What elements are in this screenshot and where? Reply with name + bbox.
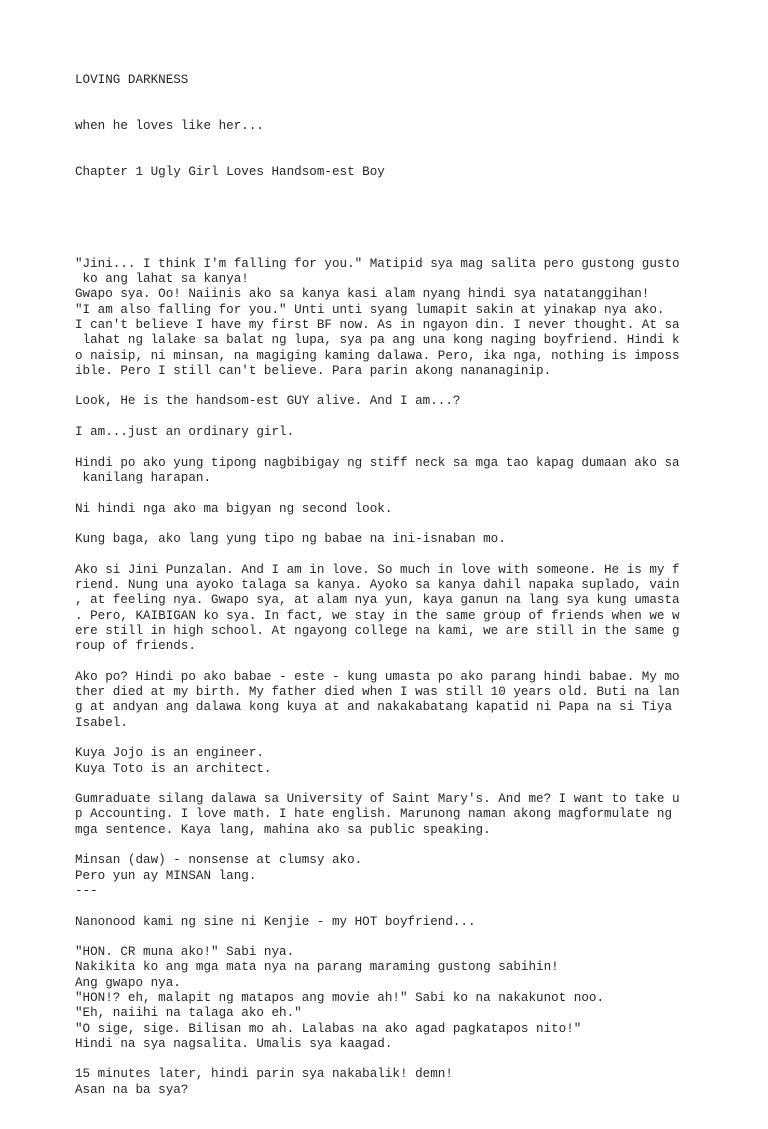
text-line: riend. Nung una ayoko talaga sa kanya. Ayoko sa kanya dahil napaka suplado, vain	[75, 577, 680, 592]
text-line: Nanonood kami ng sine ni Kenjie - my HOT boyfriend...	[75, 914, 476, 929]
paragraph-spacer	[75, 547, 695, 562]
paragraph-spacer	[75, 1052, 695, 1067]
text-line: o naisip, ni minsan, na magiging kaming dalawa. Pero, ika nga, nothing is imposs	[75, 348, 680, 363]
text-line: roup of friends.	[75, 639, 196, 654]
paragraph	[75, 425, 695, 440]
paragraph	[75, 257, 695, 379]
document-body	[75, 241, 695, 1098]
text-line: 15 minutes later, hindi parin sya nakabalik! demn!	[75, 1067, 453, 1082]
document-title: LOVING DARKNESS	[75, 73, 189, 88]
paragraph	[75, 853, 695, 899]
paragraph	[75, 1067, 695, 1098]
text-line: p Accounting. I love math. I hate english. Marunong naman akong magformulate ng	[75, 807, 673, 822]
text-line: , at feeling nya. Gwapo sya, at alam nya yun, kaya ganun na lang sya kung umasta	[75, 593, 680, 608]
text-line: "HON!? eh, malapit ng matapos ang movie ah!" Sabi ko na nakakunot noo.	[75, 991, 605, 1005]
paragraph	[75, 915, 695, 930]
text-line: g at andyan ang dalawa kong kuya at and nakakabatang kapatid ni Papa na si Tiya	[75, 700, 680, 715]
paragraph-spacer	[75, 838, 695, 853]
text-line: "Jini... I think I'm falling for you." Matipid sya mag salita pero gustong gusto	[75, 256, 680, 271]
text-line: lahat ng lalake sa balat ng lupa, sya pa ang una kong naging boyfriend. Hindi k	[75, 333, 680, 348]
text-line: "I am also falling for you." Unti unti syang lumapit sakin at yinakap nya ako.	[75, 302, 665, 317]
document-subtitle: when he loves like her...	[75, 119, 264, 134]
paragraph	[75, 792, 695, 838]
paragraph-spacer	[75, 440, 695, 455]
text-line: Kuya Toto is an architect.	[75, 761, 272, 776]
paragraph	[75, 746, 695, 777]
document-text	[75, 12, 695, 1129]
text-line: I can't believe I have my first BF now. As in ngayon din. I never thought. At sa	[75, 317, 680, 332]
text-line: Isabel.	[75, 715, 128, 730]
text-line: ---	[75, 883, 98, 898]
text-line: Gwapo sya. Oo! Naiinis ako sa kanya kasi alam nyang hindi sya natatanggihan!	[75, 287, 650, 302]
paragraph-spacer	[75, 777, 695, 792]
text-line: ther died at my birth. My father died when I was still 10 years old. Buti na lan	[75, 685, 680, 700]
text-line: Look, He is the handsom-est GUY alive. And I am...?	[75, 394, 461, 409]
chapter-heading: Chapter 1 Ugly Girl Loves Handsom-est Boy	[75, 164, 385, 179]
text-line: ere still in high school. At ngayong college na kami, we are still in the same g	[75, 623, 680, 638]
paragraph	[75, 394, 695, 409]
paragraph	[75, 945, 695, 1052]
paragraph-spacer	[75, 410, 695, 425]
text-line: Asan na ba sya?	[75, 1082, 189, 1097]
text-line: Hindi na sya nagsalita. Umalis sya kaagad.	[75, 1036, 393, 1051]
text-line: Ni hindi nga ako ma bigyan ng second look.	[75, 501, 393, 516]
paragraph-spacer	[75, 731, 695, 746]
paragraph-spacer	[75, 899, 695, 914]
text-line: Ang gwapo nya.	[75, 975, 181, 990]
paragraph-spacer	[75, 517, 695, 532]
paragraph-spacer	[75, 486, 695, 501]
paragraph	[75, 502, 695, 517]
text-line: Ako po? Hindi po ako babae - este - kung umasta po ako parang hindi babae. My mo	[75, 669, 680, 684]
text-line: Hindi po ako yung tipong nagbibigay ng stiff neck sa mga tao kapag dumaan ako sa	[75, 455, 680, 470]
text-line: Kuya Jojo is an engineer.	[75, 746, 264, 761]
text-line: mga sentence. Kaya lang, mahina ako sa public speaking.	[75, 822, 491, 837]
paragraph	[75, 670, 695, 731]
text-line: Nakikita ko ang mga mata nya na parang maraming gustong sabihin!	[75, 960, 559, 975]
text-line: . Pero, KAIBIGAN ko sya. In fact, we stay in the same group of friends when we w	[75, 608, 680, 623]
paragraph-spacer	[75, 654, 695, 669]
text-line: Minsan (daw) - nonsense at clumsy ako.	[75, 853, 363, 868]
paragraph-spacer	[75, 241, 695, 256]
text-line: I am...just an ordinary girl.	[75, 425, 295, 440]
paragraph	[75, 532, 695, 547]
text-line: Gumraduate silang dalawa sa University of Saint Mary's. And me? I want to take u	[75, 792, 680, 807]
text-line: "Eh, naiihi na talaga ako eh."	[75, 1006, 302, 1021]
text-line: "O sige, sige. Bilisan mo ah. Lalabas na ako agad pagkatapos nito!"	[75, 1021, 582, 1036]
paragraph-spacer	[75, 930, 695, 945]
paragraph-spacer	[75, 379, 695, 394]
text-line: ible. Pero I still can't believe. Para parin akong nananaginip.	[75, 363, 552, 378]
text-line: Pero yun ay MINSAN lang.	[75, 868, 257, 883]
text-line: kanilang harapan.	[75, 470, 212, 485]
document-header	[75, 43, 695, 211]
paragraph	[75, 563, 695, 655]
paragraph	[75, 456, 695, 487]
text-line: ko ang lahat sa kanya!	[75, 272, 249, 287]
text-line: Ako si Jini Punzalan. And I am in love. So much in love with someone. He is my f	[75, 562, 680, 577]
text-line: "HON. CR muna ako!" Sabi nya.	[75, 945, 295, 960]
text-line: Kung baga, ako lang yung tipo ng babae na ini-isnaban mo.	[75, 532, 506, 547]
